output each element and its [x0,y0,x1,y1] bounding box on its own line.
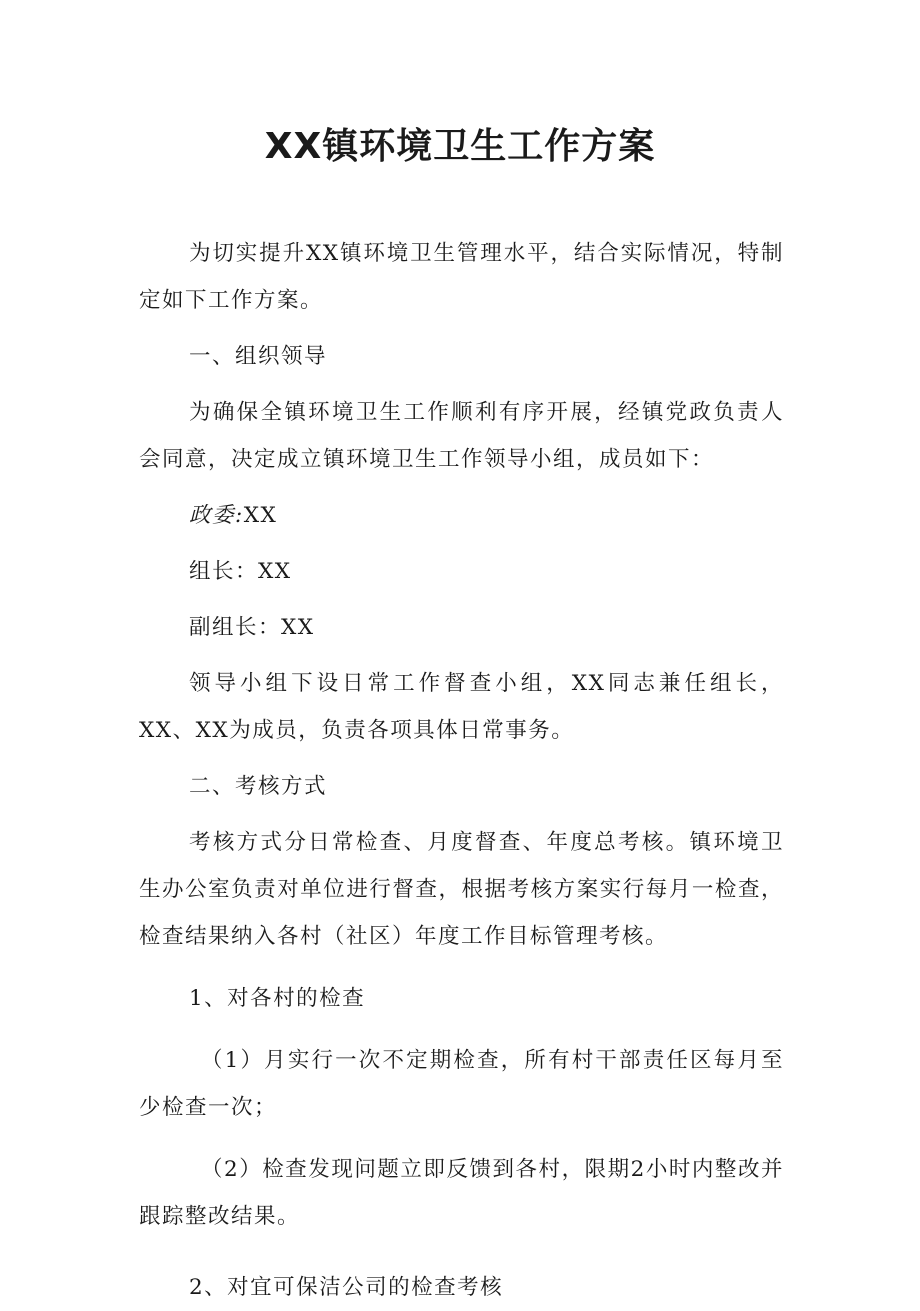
intro-paragraph: 为切实提升XX镇环境卫生管理水平，结合实际情况，特制定如下工作方案。 [139,241,784,313]
organization-paragraph: 为确保全镇环境卫生工作顺利有序开展，经镇党政负责人会同意，决定成立镇环境卫生工作领导小组，成员如下： [139,400,784,472]
document-title: XX镇环境卫生工作方案 [264,126,656,167]
subsection-village-inspection: 1、对各村的检查 [189,986,366,1011]
village-inspection-item-2: （2）检查发现问题立即反馈到各村，限期2小时内整改并跟踪整改结果。 [139,1157,784,1229]
document-body [139,230,784,1311]
subsection-cleaning-company-inspection: 2、对宜可保洁公司的检查考核 [189,1275,504,1300]
member-leader: 组长：XX [189,559,292,584]
member-political-commissar-value: XX [243,503,278,528]
member-deputy-leader: 副组长：XX [189,615,315,640]
member-political-commissar [139,492,784,539]
section-heading-assessment: 二、考核方式 [189,774,328,799]
assessment-paragraph: 考核方式分日常检查、月度督查、年度总考核。镇环境卫生办公室负责对单位进行督查，根据考核方案实行每月一检查，检查结果纳入各村（社区）年度工作目标管理考核。 [139,830,784,949]
section-heading-organization: 一、组织领导 [189,344,328,369]
village-inspection-item-1: （1）月实行一次不定期检查，所有村干部责任区每月至少检查一次； [139,1048,784,1120]
supervision-group-paragraph: 领导小组下设日常工作督查小组，XX同志兼任组长，XX、XX为成员，负责各项具体日常事务。 [139,671,784,743]
member-political-commissar-label: 政委: [189,503,244,528]
